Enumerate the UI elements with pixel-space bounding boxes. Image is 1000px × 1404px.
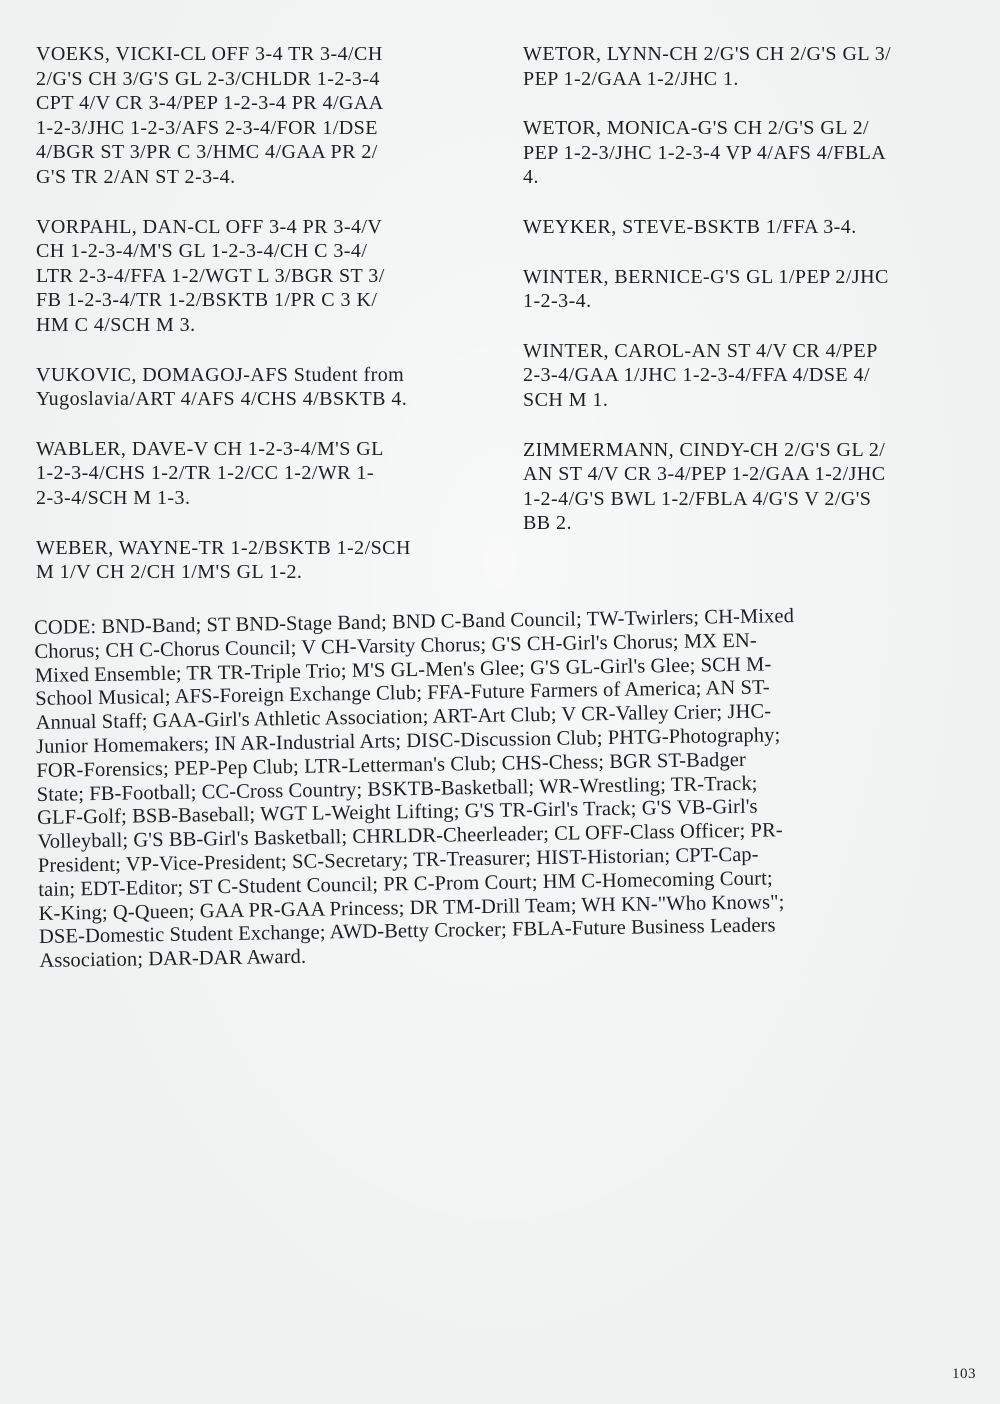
abbreviation-code-legend: CODE: BND-Band; ST BND-Stage Band; BND C-Band Council; TW-Twirlers; CH-Mixed Chorus; CH C-Chorus Council; V CH-Varsity Chorus; G'S CH-Girl's Chorus; MX EN- Mixed Ensemble; TR TR-Triple Trio; M'S GL-Men's Glee; G'S GL-Girl's Glee; SCH M- School Musical; AFS-Foreign Exchange Club; FFA-Future Farmers of America; AN ST- Annual Staff; GAA-Girl's Athletic Association; ART-Art Club; V CR-Valley Crier; JHC- Junior Homemakers; IN AR-Industrial Arts; DISC-Discussion Club; PHTG-Photography; FOR-Forensics; PEP-Pep Club; LTR-Letterman's Club; CHS-Chess; BGR ST-Badger State; FB-Football; CC-Cross Country; BSKTB-Basketball; WR-Wrestling; TR-Track; GLF-Golf; BSB-Baseball; WGT L-Weight Lifting; G'S TR-Girl's Track; G'S VB-Girl's Volleyball; G'S BB-Girl's Basketball; CHRLDR-Cheerleader; CL OFF-Class Officer; PR- President; VP-Vice-President; SC-Secretary; TR-Treasurer; HIST-Historian; CPT-Cap- tain; EDT-Editor; ST C-Student Council; PR C-Prom Court; HM C-Homecoming Court; K-King; Q-Queen; GAA PR-GAA Princess; DR TM-Drill Team; WH KN-"Who Knows"; DSE-Domestic Student Exchange; AWD-Betty Crocker; FBLA-Future Business Leaders Association; DAR-DAR Award. — [34, 605, 795, 973]
student-entry: WINTER, BERNICE-G'S GL 1/PEP 2/JHC 1-2-3-4. — [523, 265, 889, 313]
left-column — [36, 42, 506, 610]
student-entry: WABLER, DAVE-V CH 1-2-3-4/M'S GL 1-2-3-4/CHS 1-2/TR 1-2/CC 1-2/WR 1- 2-3-4/SCH M 1-3. — [36, 437, 384, 509]
student-entry: WETOR, LYNN-CH 2/G'S CH 2/G'S GL 3/ PEP 1-2/GAA 1-2/JHC 1. — [523, 43, 892, 90]
student-entry: WINTER, CAROL-AN ST 4/V CR 4/PEP 2-3-4/GAA 1/JHC 1-2-3-4/FFA 4/DSE 4/ SCH M 1. — [523, 339, 878, 411]
student-entry: VUKOVIC, DOMAGOJ-AFS Student from Yugoslavia/ART 4/AFS 4/CHS 4/BSKTB 4. — [36, 363, 408, 411]
student-entry: VORPAHL, DAN-CL OFF 3-4 PR 3-4/V CH 1-2-3-4/M'S GL 1-2-3-4/CH C 3-4/ LTR 2-3-4/FFA 1-2/WGT L 3/BGR ST 3/ FB 1-2-3-4/TR 1-2/BSKTB 1/PR C 3 K/ HM C 4/SCH M 3. — [36, 215, 385, 336]
student-entry: VOEKS, VICKI-CL OFF 3-4 TR 3-4/CH 2/G'S CH 3/G'S GL 2-3/CHLDR 1-2-3-4 CPT 4/V CR 3-4/PEP 1-2-3-4 PR 4/GAA 1-2-3/JHC 1-2-3/AFS 2-3-4/FOR 1/DSE 4/BGR ST 3/PR C 3/HMC 4/GAA PR 2/ G'S TR 2/AN ST 2-3-4. — [36, 43, 384, 188]
right-column — [523, 42, 983, 561]
page-number: 103 — [952, 1366, 976, 1382]
student-entry: WEBER, WAYNE-TR 1-2/BSKTB 1-2/SCH M 1/V CH 2/CH 1/M'S GL 1-2. — [36, 536, 411, 584]
student-entry: WEYKER, STEVE-BSKTB 1/FFA 3-4. — [523, 215, 857, 238]
student-entry: ZIMMERMANN, CINDY-CH 2/G'S GL 2/ AN ST 4/V CR 3-4/PEP 1-2/GAA 1-2/JHC 1-2-4/G'S BWL 1-2/FBLA 4/G'S V 2/G'S BB 2. — [523, 438, 886, 535]
student-entry: WETOR, MONICA-G'S CH 2/G'S GL 2/ PEP 1-2-3/JHC 1-2-3-4 VP 4/AFS 4/FBLA 4. — [523, 117, 887, 189]
